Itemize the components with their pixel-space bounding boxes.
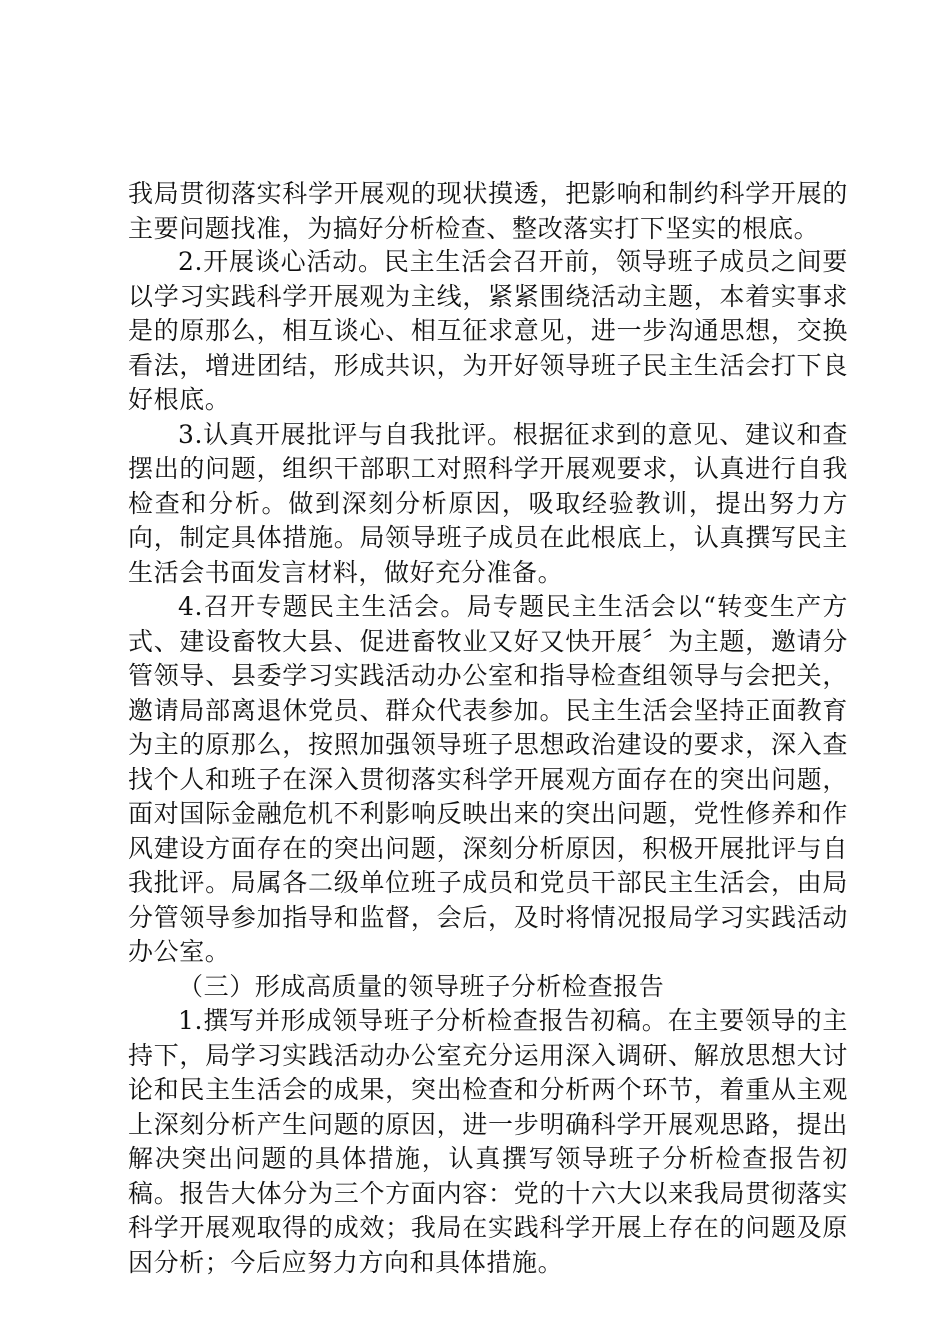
continuation-block xyxy=(128,177,848,246)
section-heading: （三）形成高质量的领导班子分析检查报告 xyxy=(178,971,665,1001)
continuation-paragraph: 我局贯彻落实科学开展观的现状摸透，把影响和制约科学开展的主要问题找准，为搞好分析检查、整改落实打下坚实的根底。 xyxy=(128,179,848,243)
paragraph-criticism: 3.认真开展批评与自我批评。根据征求到的意见、建议和查摆出的问题，组织干部职工对照科学开展观要求，认真进行自我检查和分析。做到深刻分析原因，吸取经验教训，提出努力方向，制定具体措施。局领导班子成员在此根底上，认真撰写民主生活会书面发言材料，做好充分准备。 xyxy=(128,419,848,587)
paragraph-talk-activity: 2.开展谈心活动。民主生活会召开前，领导班子成员之间要以学习实践科学开展观为主线，紧紧围绕活动主题，本着实事求是的原那么，相互谈心、相互征求意见，进一步沟通思想，交换看法，增进团结，形成共识，为开好领导班子民主生活会打下良好根底。 xyxy=(128,247,848,414)
main-text-block xyxy=(128,245,848,1280)
paragraph-report-draft: 1.撰写并形成领导班子分析检查报告初稿。在主要领导的主持下，局学习实践活动办公室充分运用深入调研、解放思想大讨论和民主生活会的成果，突出检查和分析两个环节，着重从主观上深刻分析产生问题的原因，进一步明确科学开展观思路，提出解决突出问题的具体措施，认真撰写领导班子分析检查报告初稿。报告大体分为三个方面内容：党的十六大以来我局贯彻落实科学开展观取得的成效；我局在实践科学开展上存在的问题及原因分析；今后应努力方向和具体措施。 xyxy=(128,1006,848,1277)
paragraph-life-meeting: 4.召开专题民主生活会。局专题民主生活会以“转变生产方式、建设畜牧大县、促进畜牧业又好又快开展〞为主题，邀请分管领导、县委学习实践活动办公室和指导检查组领导与会把关，邀请局部离退休党员、群众代表参加。民主生活会坚持正面教育为主的原那么，按照加强领导班子思想政治建设的要求，深入查找个人和班子在深入贯彻落实科学开展观方面存在的突出问题，面对国际金融危机不利影响反映出来的突出问题，党性修养和作风建设方面存在的突出问题，深刻分析原因，积极开展批评与自我批评。局属各二级单位班子成员和党员干部民主生活会，由局分管领导参加指导和监督，会后，及时将情况报局学习实践活动办公室。 xyxy=(128,592,848,966)
